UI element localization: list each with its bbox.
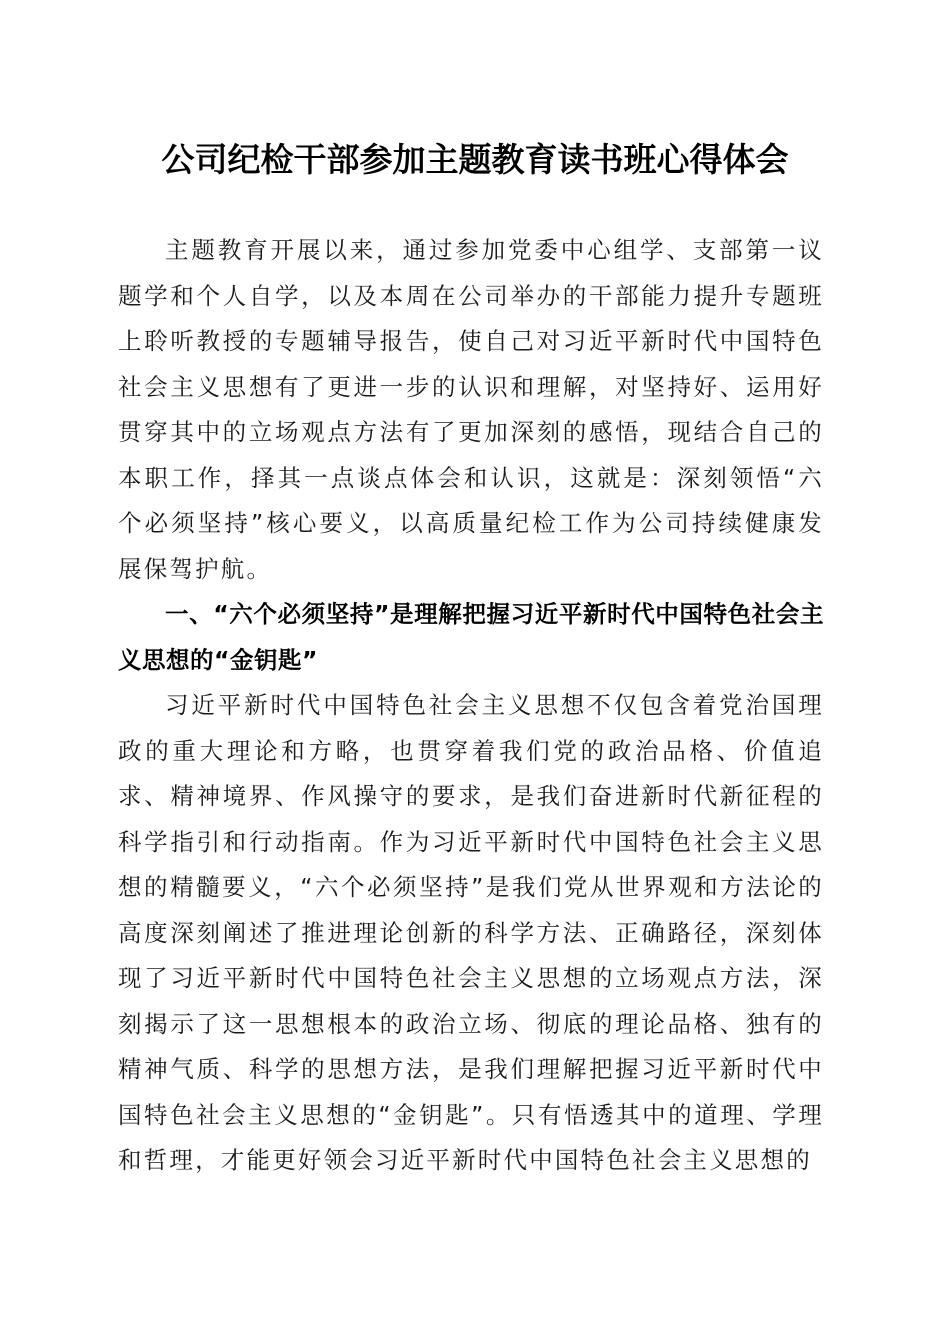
document-body <box>118 228 824 1184</box>
document-title: 公司纪检干部参加主题教育读书班心得体会 <box>161 140 789 179</box>
section-heading-1: 一、“六个必须坚持”是理解把握习近平新时代中国特色社会主义思想的“金钥匙” <box>118 600 824 674</box>
paragraph-intro: 主题教育开展以来，通过参加党委中心组学、支部第一议题学和个人自学，以及本周在公司举办的干部能力提升专题班上聆听教授的专题辅导报告，使自己对习近平新时代中国特色社会主义思想有了更进一步的认识和理解，对坚持好、运用好贯穿其中的立场观点方法有了更加深刻的感悟，现结合自己的本职工作，择其一点谈点体会和认识，这就是：深刻领悟“六个必须坚持”核心要义，以高质量纪检工作为公司持续健康发展保驾护航。 <box>118 236 824 583</box>
paragraph-section-1: 习近平新时代中国特色社会主义思想不仅包含着党治国理政的重大理论和方略，也贯穿着我们党的政治品格、价值追求、精神境界、作风操守的要求，是我们奋进新时代新征程的科学指引和行动指南。作为习近平新时代中国特色社会主义思想的精髓要义，“六个必须坚持”是我们党从世界观和方法论的高度深刻阐述了推进理论创新的科学方法、正确路径，深刻体现了习近平新时代中国特色社会主义思想的立场观点方法，深刻揭示了这一思想根本的政治立场、彻底的理论品格、独有的精神气质、科学的思想方法，是我们理解把握习近平新时代中国特色社会主义思想的“金钥匙”。只有悟透其中的道理、学理和哲理，才能更好领会习近平新时代中国特色社会主义思想的 <box>118 691 824 1174</box>
